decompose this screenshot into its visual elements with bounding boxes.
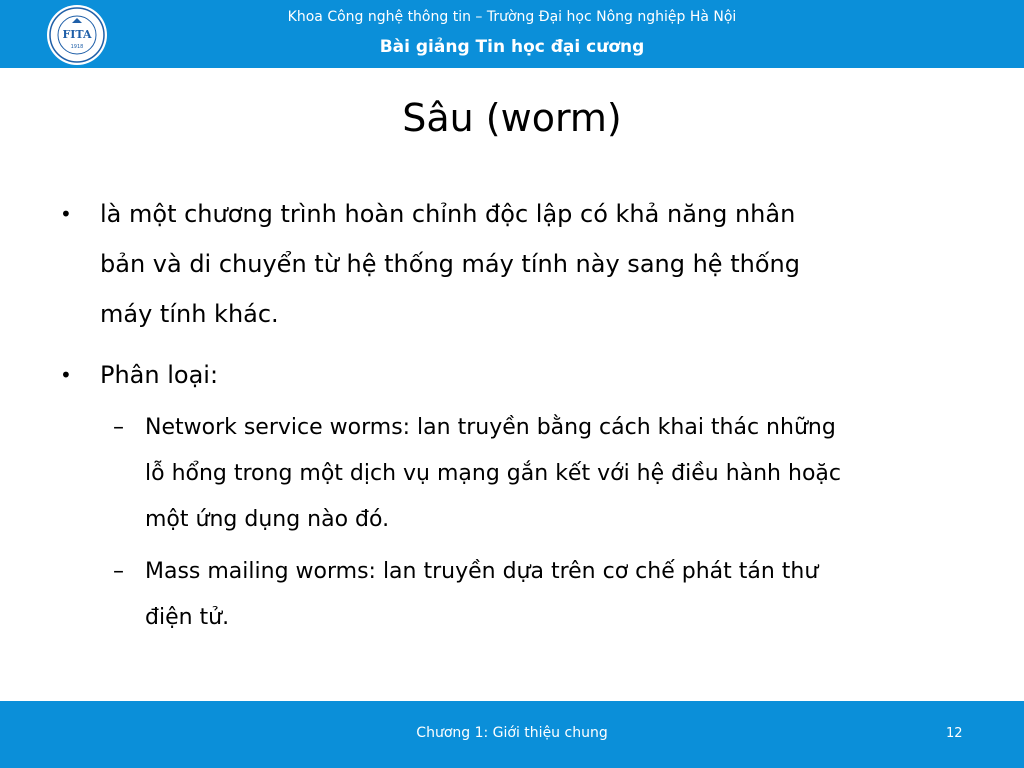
sub-bullet-line: Network service worms: lan truyền bằng cách khai thác những [145, 415, 836, 440]
page-number: 12 [946, 726, 963, 741]
faculty-name: Khoa Công nghệ thông tin – Trường Đại học Nông nghiệp Hà Nội [287, 9, 737, 25]
bullet-definition [60, 189, 960, 339]
sub-bullet-line: Mass mailing worms: lan truyền dựa trên cơ chế phát tán thư [145, 559, 819, 584]
sub-bullet-line: một ứng dụng nào đó. [145, 507, 390, 532]
sub-bullet-line: lỗ hổng trong một dịch vụ mạng gắn kết với hệ điều hành hoặc [145, 461, 841, 486]
bullet-line: máy tính khác. [100, 300, 279, 328]
sub-bullet-network-service-worms [113, 405, 975, 543]
sub-bullet-mass-mailing-worms [113, 549, 975, 641]
bullet-line: Phân loại: [100, 361, 219, 389]
svg-text:1918: 1918 [70, 44, 84, 50]
bullet-marker: • [60, 363, 72, 387]
bullet-line: bản và di chuyển từ hệ thống máy tính này sang hệ thống [100, 250, 800, 278]
sub-bullet-marker: – [113, 415, 124, 440]
svg-text:FITA: FITA [62, 28, 92, 41]
bullet-line: là một chương trình hoàn chỉnh độc lập có khả năng nhân [100, 200, 796, 228]
sub-bullet-line: điện tử. [145, 605, 230, 630]
bullet-classification [60, 350, 960, 400]
header-band [0, 0, 1024, 68]
sub-bullet-marker: – [113, 559, 124, 584]
bullet-marker: • [60, 202, 72, 226]
chapter-label: Chương 1: Giới thiệu chung [416, 725, 608, 741]
course-title: Bài giảng Tin học đại cương [379, 37, 645, 57]
slide-title: Sâu (worm) [402, 96, 622, 140]
footer-band [0, 701, 1024, 768]
